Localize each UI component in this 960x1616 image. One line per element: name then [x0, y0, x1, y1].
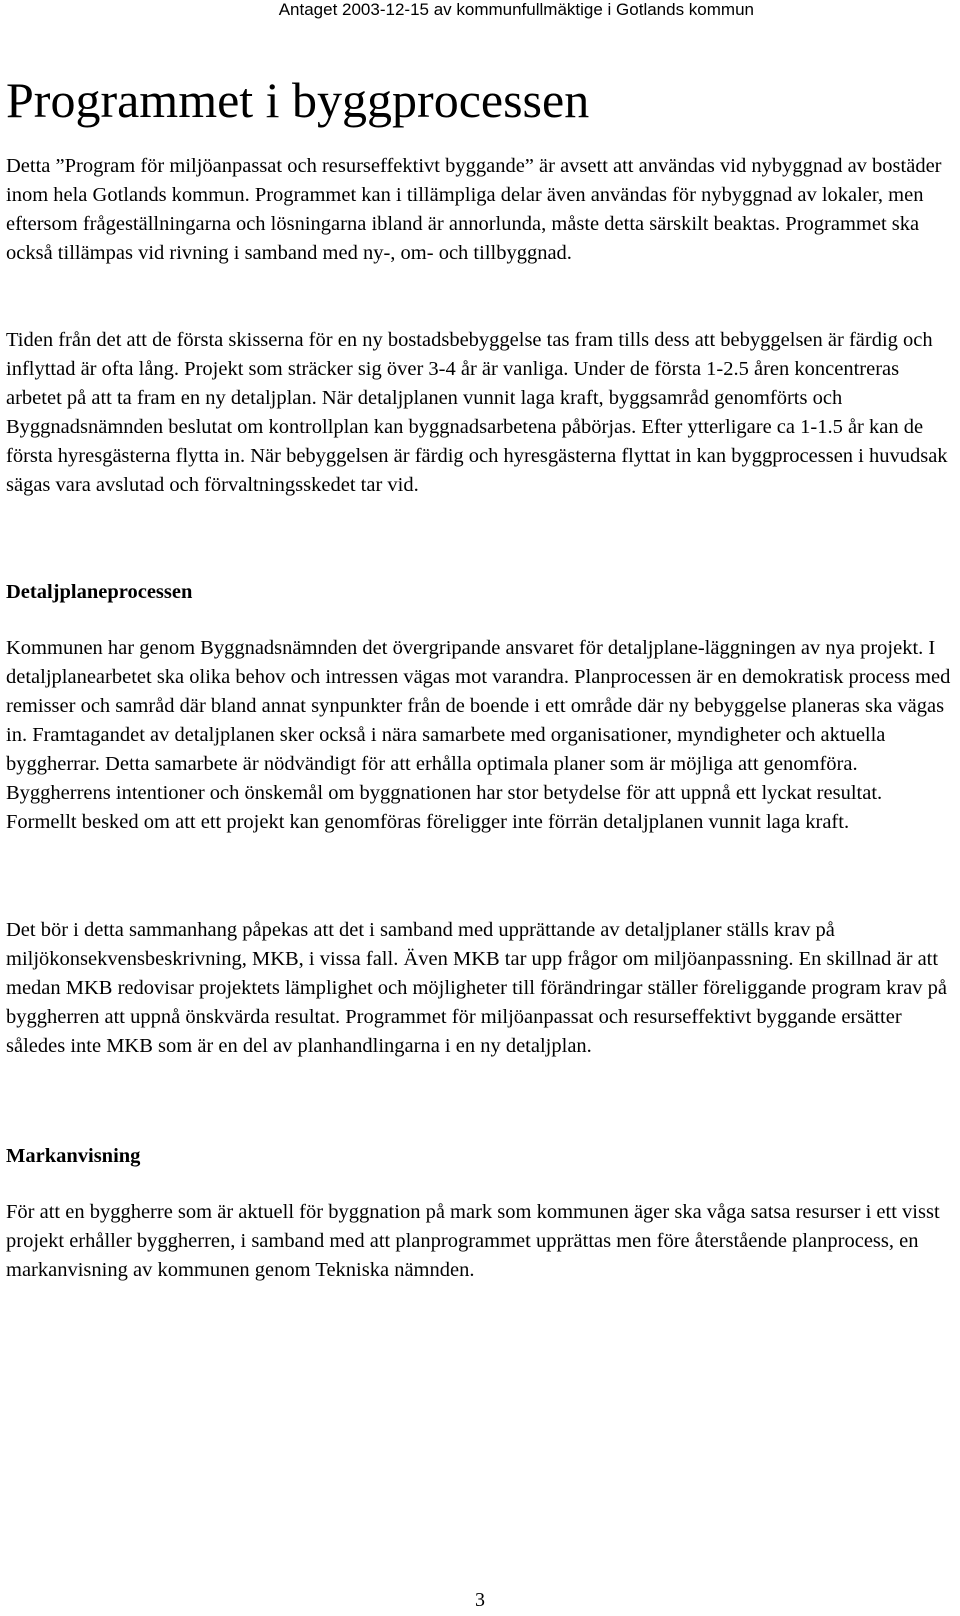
section-heading-detaljplaneprocessen: Detaljplaneprocessen	[6, 581, 193, 603]
document-header: Antaget 2003-12-15 av kommunfullmäktige i Gotlands kommun	[278, 0, 754, 19]
section-heading-markanvisning: Markanvisning	[6, 1145, 141, 1167]
detaljplan-paragraph-2: Det bör i detta sammanhang påpekas att det i samband med upprättande av detaljplaner ställs krav på miljökonsekvensbeskrivning, MKB, i vissa fall. Även MKB tar upp frågor om miljöanpassning. En skillnad är att medan MKB redovisar projektets lämplighet och möjligheter till förändringar ställer föreliggande program krav på byggherren att uppnå önskvärda resultat. Programmet för miljöanpassat och resurseffektivt byggande ersätter således inte MKB som är en del av planhandlingarna i en ny detaljplan.	[6, 919, 947, 1057]
page-title: Programmet i byggprocessen	[6, 72, 590, 128]
markanvisning-paragraph-1: För att en byggherre som är aktuell för byggnation på mark som kommunen äger ska våga satsa resurser i ett visst projekt erhåller byggherren, i samband med att planprogrammet upprättas men före återstående planprocess, en markanvisning av kommunen genom Tekniska nämnden.	[6, 1201, 940, 1281]
page-number: 3	[475, 1589, 485, 1611]
detaljplan-paragraph-1: Kommunen har genom Byggnadsnämnden det övergripande ansvaret för detaljplane-läggningen av nya projekt. I detaljplanearbetet ska olika behov och intressen vägas mot varandra. Planprocessen är en demokratisk process med remisser och samråd där bland annat synpunkter från de boende i ett område där ny bebyggelse planeras ska vägas in. Framtagandet av detaljplanen sker också i nära samarbete med organisationer, myndigheter och aktuella byggherrar. Detta samarbete är nödvändigt för att erhålla optimala planer som är möjliga att genomföra. Byggherrens intentioner och önskemål om byggnationen har stor betydelse för att uppnå ett lyckat resultat. Formellt besked om att ett projekt kan genomföras föreligger inte förrän detaljplanen vunnit laga kraft.	[6, 637, 951, 833]
intro-paragraph-2: Tiden från det att de första skisserna för en ny bostadsbebyggelse tas fram tills dess att bebyggelsen är färdig och inflyttad är ofta lång. Projekt som sträcker sig över 3-4 år är vanliga. Under de första 1-2.5 åren koncentreras arbetet på att ta fram en ny detaljplan. När detaljplanen vunnit laga kraft, byggsamråd genomförts och Byggnadsnämnden beslutat om kontrollplan kan byggnadsarbetena påbörjas. Efter ytterligare ca 1-1.5 år kan de första hyresgästerna flytta in. När bebyggelsen är färdig och hyresgästerna flyttat in kan byggprocessen i huvudsak sägas vara avslutad och förvaltningsskedet tar vid.	[6, 329, 948, 496]
intro-paragraph-1: Detta ”Program för miljöanpassat och resurseffektivt byggande” är avsett att användas vid nybyggnad av bostäder inom hela Gotlands kommun. Programmet kan i tillämpliga delar även användas för nybyggnad av lokaler, men eftersom frågeställningarna och lösningarna ibland är annorlunda, måste detta särskilt beaktas. Programmet ska också tillämpas vid rivning i samband med ny-, om- och tillbyggnad.	[6, 155, 942, 264]
